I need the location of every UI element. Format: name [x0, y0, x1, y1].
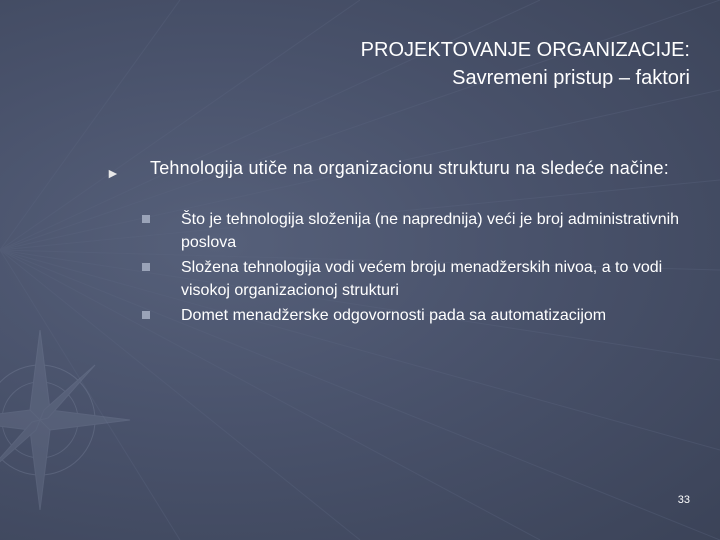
- title-line-1: PROJEKTOVANJE ORGANIZACIJE:: [360, 39, 690, 61]
- compass-rose-icon: [0, 330, 130, 510]
- list-item: [140, 256, 680, 302]
- list-item: [140, 304, 680, 327]
- square-bullet-icon: [142, 215, 150, 223]
- title-line-2: Savremeni pristup – faktori: [452, 67, 690, 89]
- list-item-text: Domet menadžerske odgovornosti pada sa automatizacijom: [181, 307, 607, 324]
- sub-bullet-list: [140, 208, 680, 329]
- square-bullet-icon: [142, 311, 150, 319]
- right-triangle-bullet-icon: ►: [106, 165, 120, 181]
- square-bullet-icon: [142, 263, 150, 271]
- page-number: 33: [677, 494, 690, 506]
- list-item-text: Što je tehnologija složenija (ne naprednija) veći je broj administrativnih poslova: [181, 211, 680, 251]
- main-bullet-text: Tehnologija utiče na organizacionu strukturu na sledeće načine:: [150, 158, 669, 178]
- list-item-text: Složena tehnologija vodi većem broju menadžerskih nivoa, a to vodi visokoj organizacionoj strukturi: [181, 259, 663, 299]
- list-item: [140, 208, 680, 254]
- slide-title: [130, 36, 690, 92]
